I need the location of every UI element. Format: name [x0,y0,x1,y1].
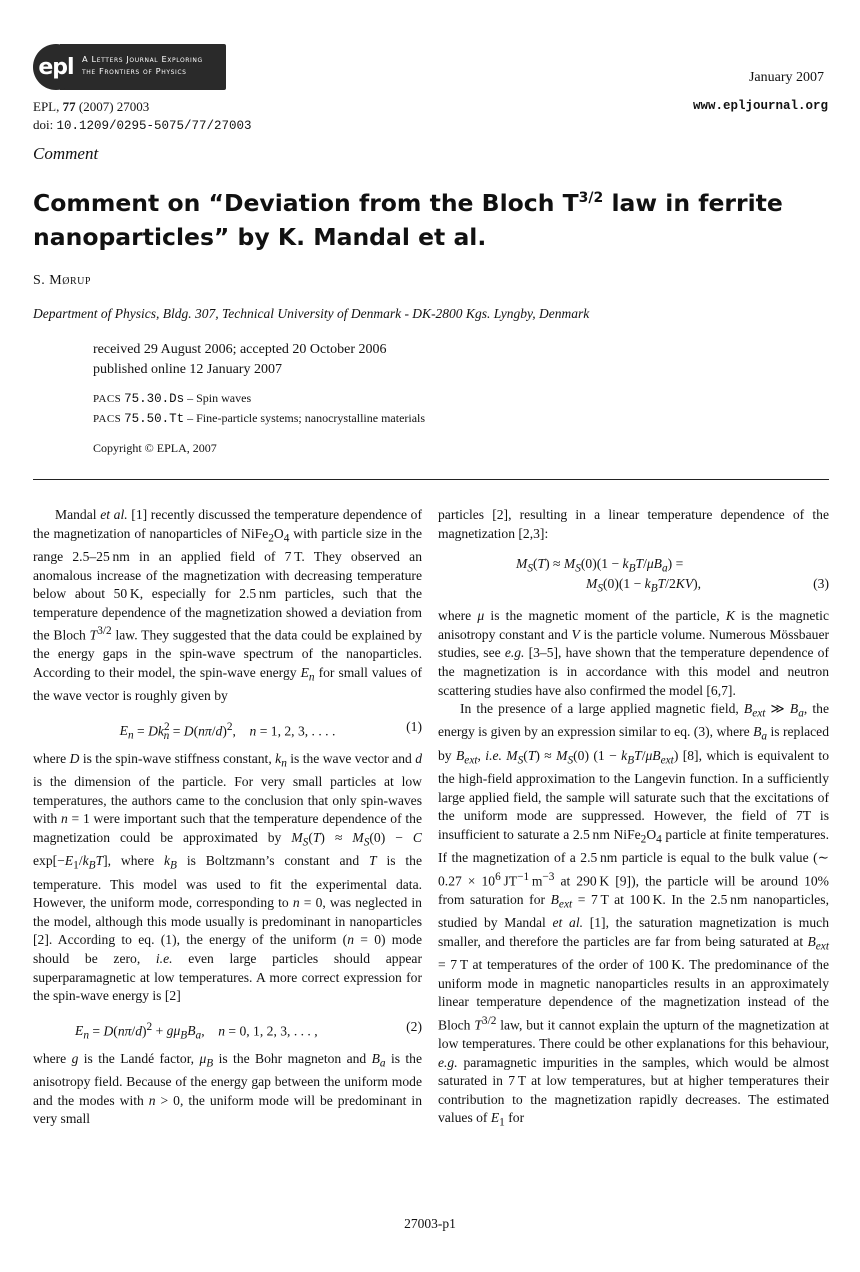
body-column-right [438,506,829,1133]
title-superscript: 3/2 [578,190,604,206]
header-divider [33,479,829,480]
equation-1-number: (1) [406,718,422,734]
body-column-left [33,506,422,1129]
received-dates: received 29 August 2006; accepted 20 October 2006 [93,342,387,357]
equation-3-line2: $M_S(0)(1 - k_BT/2KV)$, [586,576,702,595]
citation-block [33,98,252,135]
page-number: 27003-p1 [404,1216,456,1231]
citation-year-page: (2007) 27003 [78,99,150,114]
citation-journal: EPL, [33,99,60,114]
pacs-description: – Spin waves [187,391,252,405]
author-name: S. Mørup [33,273,91,288]
title-part1: Comment on “Deviation from the Bloch T [33,188,579,217]
doi-label: doi: [33,117,54,132]
publication-dates [93,340,387,380]
author-affiliation: Department of Physics, Bldg. 307, Technical University of Denmark - DK-2800 Kgs. Lyngby, Denmark [33,306,590,321]
pacs-list [93,389,425,429]
journal-url[interactable]: www.epljournal.org [692,99,828,113]
doi-value[interactable]: 10.1209/0295-5075/77/27003 [56,119,252,133]
logo-tagline-line1: A Letters Journal Exploring [82,54,203,64]
issue-date: January 2007 [748,70,824,85]
equation-1-body: $E_n = Dk^2_n = D(n\pi/d)^2$, n = 1, 2, 3, . . . . [119,720,336,743]
citation [33,98,252,116]
doi[interactable] [33,116,252,135]
pacs-description: – Fine-particle systems; nanocrystalline materials [187,411,426,425]
equation-3-number: (3) [813,576,829,592]
logo-tagline-line2: the Frontiers of Physics [82,66,187,76]
logo-mark: epl [38,54,74,80]
copyright-notice: Copyright © EPLA, 2007 [93,441,217,455]
citation-volume: 77 [62,99,76,114]
equation-1 [33,718,422,743]
published-date: published online 12 January 2007 [93,362,282,377]
article-section: Comment [33,144,99,163]
paragraph: where μ is the magnetic moment of the particle, K is the magnetic anisotropy constant and V is the particle volume. Numerous Mössbauer studies, see e.g. [3–5], have shown that the temperature dependence of the magnetization is in accordance with this model and neutron scattering studies have also confirmed the model [6,7]. [438,608,830,698]
pacs-entry [93,389,425,409]
epl-logo [33,44,79,90]
equation-2 [33,1018,422,1043]
paragraph: In the presence of a large applied magnetic field, $B_{ext}$ ≫ $B_a$, the energy is given by an expression similar to eq. (3), where $B_a$ is replaced by $B_{ext}$, i.e. $M_S(T) \approx M_S(0) (1 - k_BT/\mu B_{ext})$ [8], which is equivalent to the high-field approximation to the Langevin function. In a sufficiently large applied field, the sample will saturate such that the excitations of the uniform mode are suppressed. However, the field of 7T is insufficient to saturate a 2.5 nm $NiFe_2O_4$ particle at finite temperatures. If the magnetization of a 2.5 nm particle is equal to the bulk value (∼ $0.27 \times 10^6$ $JT^{-1}$ $m^{-3}$ at 290 K [9]), the particle will be around 10% from saturation for $B_{ext} = 7$ T at 100 K. In the 2.5 nm nanoparticles, studied by Mandal et al. [1], the saturation magnetization is much smaller, and therefore the particles are far from being saturated at $B_{ext} = 7$ T at temperatures of the order of 100 K. The predominance of the uniform mode in magnetic nanoparticles results in an approximately linear temperature dependence of the magnetization instead of the Bloch $T^{3/2}$ law, but it cannot explain the upturn of the magnetization at low temperatures. There could be other explanations for this behaviour, e.g. paramagnetic impurities in the samples, which would be almost saturated in 7 T at low temperatures, but at higher temperatures their contribution to the magnetization rapidly decreases. The estimated values of $E_1$ for [438,701,830,1130]
article-title [33,181,823,254]
paragraph: Mandal et al. [1] recently discussed the temperature dependence of the magnetization of nanoparticles of $NiFe_2O_4$ with particle size in the range 2.5–25 nm in an applied field of 7 T. They observed an anomalous increase of the magnetization with decreasing temperature below about 50 K, especially for 2.5 nm particles, such that the temperature dependence of the magnetization showed a deviation from the Bloch $T^{3/2}$ law. They suggested that the data could be explained by the energy gaps in the spin-wave spectrum of the nanoparticles. According to their model, the spin-wave energy $E_n$ for small values of the wave vector is roughly given by [33,507,422,704]
pacs-entry [93,409,425,429]
equation-3 [438,555,829,595]
pacs-label: PACS [93,393,122,405]
paragraph: particles [2], resulting in a linear temperature dependence of the magnetization [2,3]: [438,507,829,541]
pacs-code: 75.30.Ds [124,392,185,406]
pacs-code: 75.50.Tt [124,412,185,426]
equation-2-body: $E_n = D(n\pi/d)^2 + g\mu_BB_a$, n = 0, 1, 2, 3, . . . , [75,1020,318,1043]
logo-tagline [82,53,203,77]
pacs-label: PACS [93,413,122,425]
paragraph: where D is the spin-wave stiffness constant, $k_n$ is the wave vector and d is the dimension of the particle. For very small particles at low temperatures, the authors came to the conclusion that only spin-waves with n = 1 were important such that the temperature dependence of the magnetization could be approximated by $M_S(T) \approx M_S(0) - C$ $\exp[-E_1/k_BT]$, where $k_B$ is Boltzmann’s constant and T is the temperature. This model was used to fit the experimental data. However, the uniform mode, corresponding to n = 0, was neglected in the model, although this mode usually is predominant in nanoparticles [2]. According to eq. (1), the energy of the uniform (n = 0) mode should be zero, i.e. even large particles should appear superparamagnetic at low temperatures. A more correct expression for the spin-wave energy is [2] [33,750,422,1004]
equation-3-line1: $M_S(T) \approx M_S(0)(1 - k_BT/\mu B_a)$ = [516,556,684,575]
title-part2: law in ferrite nanoparticles” by K. Mandal et al. [33,188,783,251]
paragraph: where g is the Landé factor, $\mu_B$ is the Bohr magneton and $B_a$ is the anisotropy field. Because of the energy gap between the uniform mode and the modes with n > 0, the uniform mode will be predominant in very small [33,1050,422,1127]
equation-2-number: (2) [406,1018,422,1034]
